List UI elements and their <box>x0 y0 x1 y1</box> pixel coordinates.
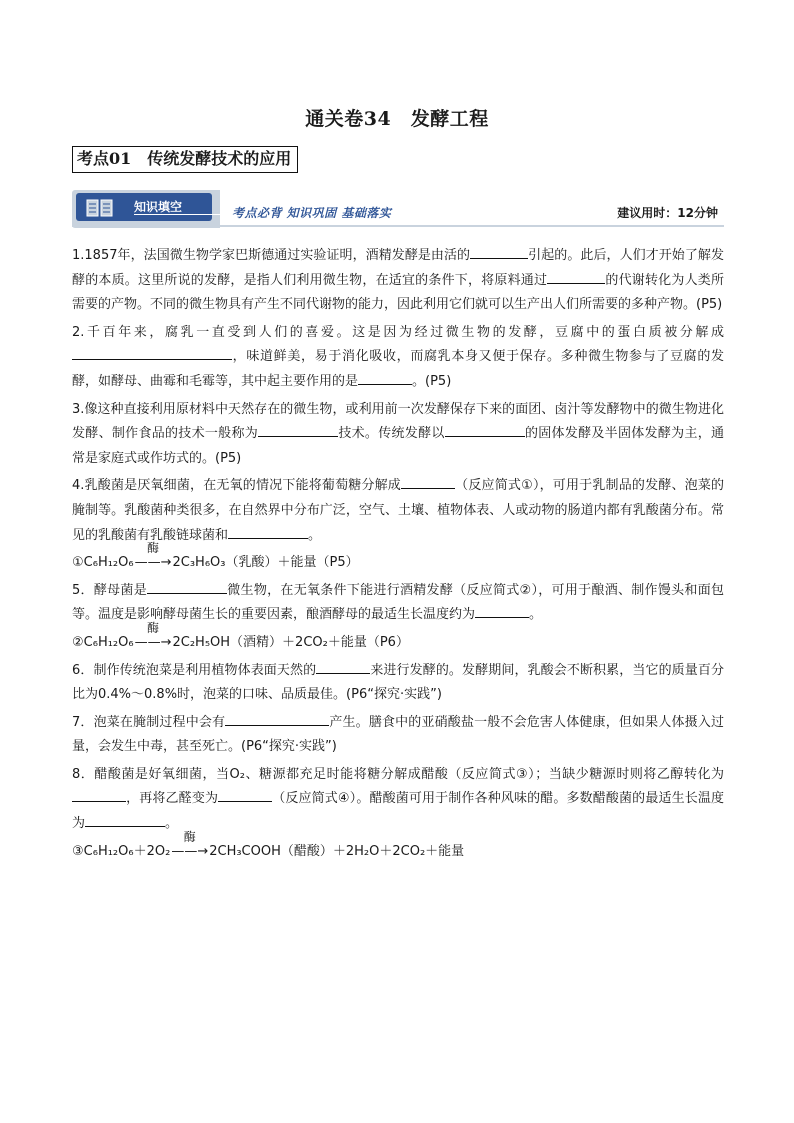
question-7 <box>72 711 724 760</box>
equation-3-reactants: ③C₆H₁₂O₆＋2O₂ <box>72 843 171 859</box>
q2-text-b: ，味道鲜美，易于消化吸收，而腐乳本身又便于保存。多种微生物参与了豆腐的发酵，如酵母、曲霉和毛霉等，其中起主要作用的是 <box>72 349 724 389</box>
question-6 <box>72 659 724 708</box>
q2-text-a: 2.千百年来，腐乳一直受到人们的喜爱。这是因为经过微生物的发酵，豆腐中的蛋白质被分解成 <box>72 324 724 340</box>
question-list <box>72 244 724 867</box>
answer-blank[interactable] <box>72 787 126 802</box>
equation-1-reactants: ①C₆H₁₂O₆ <box>72 555 134 571</box>
knowledge-banner <box>72 190 724 228</box>
answer-blank[interactable] <box>401 474 455 489</box>
equation-3-products: 2CH₃COOH（醋酸）＋2H₂O＋2CO₂＋能量 <box>209 843 465 859</box>
answer-blank[interactable] <box>225 711 329 726</box>
answer-blank[interactable] <box>547 269 605 284</box>
answer-blank[interactable] <box>147 579 227 594</box>
enzyme-arrow: 酶 ——→ <box>171 840 208 865</box>
answer-blank[interactable] <box>258 422 338 437</box>
enzyme-label: 酶 <box>147 620 160 635</box>
q4-text-a: 4.乳酸菌是厌氧细菌，在无氧的情况下能将葡萄糖分解成 <box>72 478 401 494</box>
q3-text-b: 技术。传统发酵以 <box>338 426 445 442</box>
banner-tab-label: 知识填空 <box>134 200 183 214</box>
banner-tab-inner <box>76 193 212 221</box>
equation-2-reactants: ②C₆H₁₂O₆ <box>72 634 134 650</box>
equation-3 <box>72 829 724 865</box>
banner-underline <box>134 214 220 215</box>
q1-text-c: 的代谢转化为人类所需要的产物。不同的微生物具有产生不同代谢物的能力，因此利用它们就可以生产出人们所需要的多种产物。(P5) <box>72 272 724 313</box>
question-3 <box>72 398 724 472</box>
answer-blank[interactable] <box>470 244 528 259</box>
equation-1-products: 2C₃H₆O₃（乳酸）＋能量（P5） <box>172 555 359 571</box>
enzyme-label: 酶 <box>183 829 196 844</box>
answer-blank[interactable] <box>85 812 165 827</box>
question-2 <box>72 321 724 395</box>
answer-blank[interactable] <box>316 659 370 674</box>
answer-blank[interactable] <box>218 787 272 802</box>
q1-text-b: 引起的。此后，人们才开始了解发酵的本质。这里所说的发酵，是指人们利用微生物，在适宜的条件下，将原料通过 <box>72 248 724 288</box>
book-icon <box>86 199 114 217</box>
q8-text-c: （反应简式④）。醋酸菌可用于制作各种风味的醋。多数醋酸菌的最适生长温度为 <box>72 791 724 832</box>
banner-tab <box>72 190 220 228</box>
equation-2-products: 2C₂H₅OH（酒精）＋2CO₂＋能量（P6） <box>172 634 409 650</box>
question-1 <box>72 244 724 318</box>
q8-text-a: 8．醋酸菌是好氧细菌，当O₂、糖源都充足时能将糖分解成醋酸（反应简式③）；当缺少糖源时则将乙醇转化为 <box>72 766 724 782</box>
q1-text-a: 1.1857年，法国微生物学家巴斯德通过实验证明，酒精发酵是由活的 <box>72 248 471 263</box>
answer-blank[interactable] <box>358 370 412 385</box>
q5-text-c: 。 <box>529 607 543 623</box>
q4-text-b: （反应简式①），可用于乳制品的发酵、泡菜的腌制等。乳酸菌种类很多，在自然界中分布广泛，空气、土壤、植物体表、人或动物的肠道内都有乳酸菌分布。常见的乳酸菌有乳酸链球菌和 <box>72 478 725 543</box>
answer-blank[interactable] <box>72 345 232 360</box>
q6-text-b: 来进行发酵的。发酵期间，乳酸会不断积累，当它的质量百分比为0.4%～0.8%时，泡菜的口味、品质最佳。(P6“探究·实践”) <box>72 662 724 703</box>
q2-text-c: 。(P5) <box>412 373 452 389</box>
equation-1 <box>72 541 724 576</box>
enzyme-label: 酶 <box>147 541 160 556</box>
answer-blank[interactable] <box>445 422 525 437</box>
q4-text-c: 。 <box>308 527 322 543</box>
answer-blank[interactable] <box>228 524 308 539</box>
q7-text-b: 产生。膳食中的亚硝酸盐一般不会危害人体健康，但如果人体摄入过量，会发生中毒，甚至死亡。(P6“探究·实践”) <box>72 714 724 755</box>
q8-text-b: ，再将乙醛变为 <box>126 791 219 807</box>
page-title: 通关卷34 发酵工程 <box>305 108 489 130</box>
answer-blank[interactable] <box>475 603 529 618</box>
banner-slogan: 考点必背 知识巩固 基础落实 <box>232 206 392 220</box>
question-8 <box>72 763 724 837</box>
q6-text-a: 6．制作传统泡菜是利用植物体表面天然的 <box>72 662 317 678</box>
q8-text-d: 。 <box>165 816 179 832</box>
q3-text-c: 的固体发酵及半固体发酵为主，通常是家庭式或作坊式的。(P5) <box>72 426 724 466</box>
equation-2 <box>72 620 724 656</box>
enzyme-arrow: 酶 ——→ <box>135 631 172 656</box>
q5-text-b: 微生物，在无氧条件下能进行酒精发酵（反应简式②），可用于酿酒、制作馒头和面包等。温度是影响酵母菌生长的重要因素，酿酒酵母的最适生长温度约为 <box>72 582 724 623</box>
suggested-time: 建议用时：12分钟 <box>617 206 718 220</box>
q7-text-a: 7．泡菜在腌制过程中会有 <box>72 714 226 730</box>
q5-text-a: 5．酵母菌是 <box>72 582 147 598</box>
section-heading: 考点01 传统发酵技术的应用 <box>72 146 298 173</box>
q3-text-a: 3.像这种直接利用原材料中天然存在的微生物，或利用前一次发酵保存下来的面团、卤汁等发酵物中的微生物进化发酵、制作食品的技术一般称为 <box>72 401 724 442</box>
enzyme-arrow: 酶 ——→ <box>135 551 172 576</box>
